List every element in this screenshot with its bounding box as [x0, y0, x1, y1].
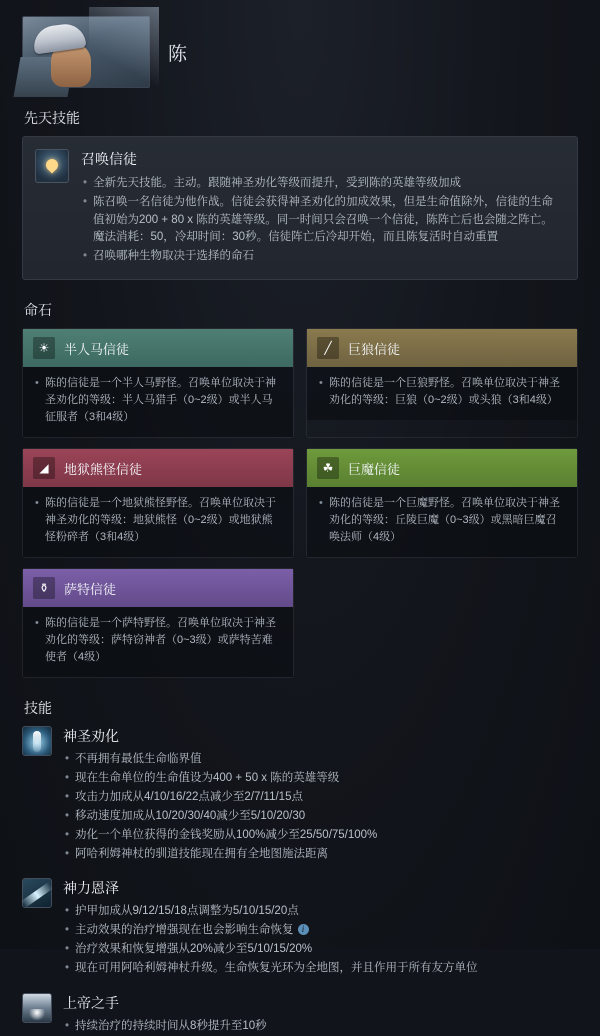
- list-item: • 阿哈利姆神杖的驯道技能现在拥有全地图施法距离: [63, 846, 578, 864]
- list-item: • 陈的信徒是一个萨特野怪。召唤单位取决于神圣劝化的等级：萨特窃神者（0~3级）或萨特苦难使者（4级）: [33, 615, 283, 666]
- facet-name: 萨特信徒: [64, 581, 117, 597]
- list-item: • 全新先天技能。主动。跟随神圣劝化等级而提升，受到陈的英雄等级加成: [81, 175, 563, 193]
- list-item: • 现在生命单位的生命值设为400 + 50 x 陈的英雄等级: [63, 770, 578, 788]
- ability-name: 神圣劝化: [63, 728, 119, 745]
- ability-row-hand-of-god: [22, 993, 578, 1036]
- facet-grid: [22, 328, 578, 678]
- summon-follower-icon: [35, 149, 69, 183]
- facet-name: 巨魔信徒: [348, 461, 401, 477]
- list-item: • 陈的信徒是一个巨魔野怪。召唤单位取决于神圣劝化的等级：丘陵巨魔（0~3级）或黑暗巨魔召唤法师（4级）: [317, 495, 567, 546]
- facet-name: 巨狼信徒: [348, 341, 401, 357]
- ability-name: 神力恩泽: [63, 880, 119, 897]
- info-icon[interactable]: i: [298, 924, 309, 935]
- list-item: • 主动效果的治疗增强现在也会影响生命恢复 i: [63, 922, 578, 940]
- ability-bullet-list: [63, 1018, 578, 1036]
- ability-name: 上帝之手: [63, 994, 119, 1011]
- innate-ability-card: [22, 136, 578, 280]
- list-item: • 召唤哪种生物取决于选择的命石: [81, 248, 563, 266]
- facet-card-centaur[interactable]: [22, 328, 294, 438]
- innate-ability-name: 召唤信徒: [81, 151, 137, 167]
- ability-row-holy-persuasion: [22, 726, 578, 864]
- list-item: • 不再拥有最低生命临界值: [63, 751, 578, 769]
- ability-bullet-list: [63, 903, 578, 977]
- list-item: • 治疗效果和恢复增强从20%减少至5/10/15/20%: [63, 941, 578, 959]
- clover-icon: ☘: [317, 457, 339, 479]
- list-item: • 移动速度加成从10/20/30/40减少至5/10/20/30: [63, 808, 578, 826]
- holy-persuasion-ability-icon: [22, 726, 52, 756]
- facet-name: 地狱熊怪信徒: [64, 461, 143, 477]
- innate-bullet-list: [81, 175, 563, 266]
- section-title-facets: 命石: [24, 302, 52, 319]
- hand-of-god-icon: [22, 993, 52, 1023]
- claw-icon: ╱: [317, 337, 339, 359]
- list-item: • 陈的信徒是一个半人马野怪。召唤单位取决于神圣劝化的等级：半人马猎手（0~2级）或半人马征服者（3和4级）: [33, 375, 283, 426]
- ability-row-divine-favor: [22, 878, 578, 978]
- ability-bullet-list: [63, 751, 578, 863]
- facet-card-wolf[interactable]: [306, 328, 578, 438]
- hero-portrait-icon: [22, 16, 150, 88]
- facet-name: 半人马信徒: [64, 341, 130, 357]
- list-item: • 持续治疗的持续时间从8秒提升至10秒: [63, 1018, 578, 1036]
- facet-card-satyr[interactable]: [22, 568, 294, 678]
- list-item: • 劝化一个单位获得的金钱奖励从100%减少至25/50/75/100%: [63, 827, 578, 845]
- list-item: • 陈召唤一名信徒为他作战。信徒会获得神圣劝化的加成效果，但是生命值除外，信徒的生命值初始为200 + 80 x 陈的英雄等级。同一时间只会召唤一个信徒，陈阵亡后也会随之阵亡。魔法消耗：50，冷却时间：30秒。信徒阵亡后冷却开始，而且陈复活时自动重置: [81, 194, 563, 247]
- bear-claw-icon: ◢: [33, 457, 55, 479]
- section-title-abilities: 技能: [24, 700, 52, 717]
- list-item: • 护甲加成从9/12/15/18点调整为5/10/15/20点: [63, 903, 578, 921]
- facet-card-troll[interactable]: [306, 448, 578, 558]
- divine-favor-icon: [22, 878, 52, 908]
- sun-burst-icon: ☀: [33, 337, 55, 359]
- list-item: • 陈的信徒是一个巨狼野怪。召唤单位取决于神圣劝化的等级：巨狼（0~2级）或头狼（3和4级）: [317, 375, 567, 409]
- satyr-icon: ⚱: [33, 577, 55, 599]
- facet-card-hellbear[interactable]: [22, 448, 294, 558]
- page-title: 陈: [168, 43, 188, 65]
- list-item: • 攻击力加成从4/10/16/22点减少至2/7/11/15点: [63, 789, 578, 807]
- hero-header: [22, 16, 578, 88]
- list-item: • 现在可用阿哈利姆神杖升级。生命恢复光环为全地图，并且作用于所有友方单位: [63, 960, 578, 978]
- section-title-innate: 先天技能: [24, 110, 80, 126]
- list-item: • 陈的信徒是一个地狱熊怪野怪。召唤单位取决于神圣劝化的等级：地狱熊怪（0~2级）或地狱熊怪粉碎者（3和4级）: [33, 495, 283, 546]
